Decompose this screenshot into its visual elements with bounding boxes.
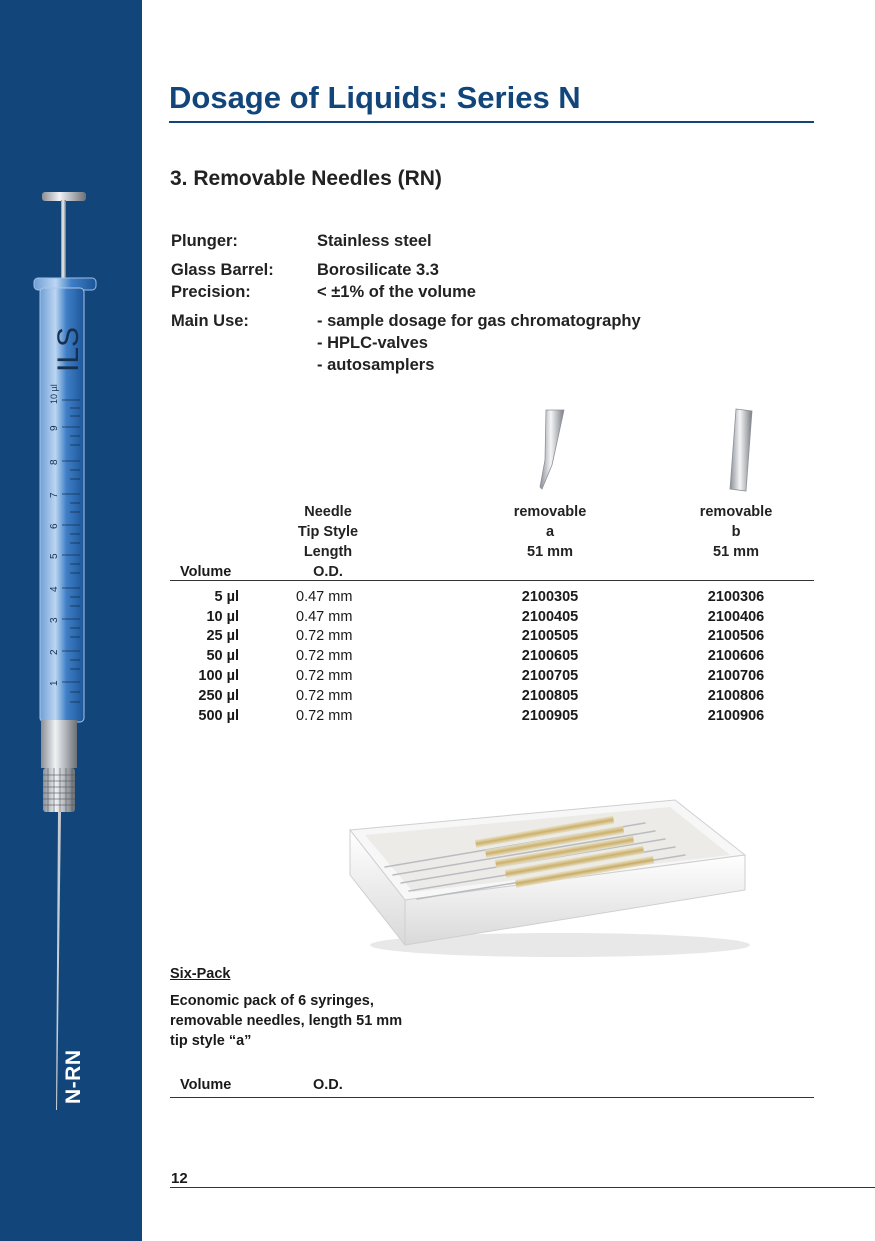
scale-mark-1: 1 (49, 680, 60, 686)
cell-od: 0.72 mm (296, 648, 353, 664)
header-tip-style-line: Tip Style (297, 524, 359, 540)
cell-volume: 25 µl (206, 628, 239, 644)
sixpack-desc-line: Economic pack of 6 syringes, (170, 993, 374, 1009)
cell-part-a: 2100705 (521, 668, 579, 684)
title-divider (169, 121, 814, 123)
header-a-type: removable (513, 504, 587, 520)
cell-od: 0.72 mm (296, 708, 353, 724)
scale-mark-6: 6 (49, 523, 60, 529)
needle-tip-b-image (728, 405, 758, 495)
header-a-tip: a (545, 524, 555, 540)
cell-volume: 500 µl (198, 708, 239, 724)
sixpack-header-od: O.D. (313, 1077, 343, 1093)
header-b-type: removable (699, 504, 773, 520)
cell-od: 0.47 mm (296, 609, 353, 625)
spec-value-precision: < ±1% of the volume (317, 283, 476, 301)
sixpack-header-volume: Volume (180, 1077, 232, 1093)
cell-part-a: 2100305 (521, 589, 579, 605)
spec-label-precision: Precision: (171, 283, 251, 301)
header-od-line: O.D. (313, 564, 343, 580)
spec-label-main-use: Main Use: (171, 312, 249, 330)
header-b-length: 51 mm (713, 544, 759, 560)
sixpack-divider (170, 1097, 814, 1098)
sixpack-description (170, 991, 402, 1051)
header-volume: Volume (180, 564, 232, 580)
scale-mark-5: 5 (49, 553, 60, 559)
table-row (0, 609, 875, 629)
header-removable-b (676, 502, 796, 562)
header-needle-line: Needle (304, 504, 352, 520)
cell-volume: 250 µl (198, 688, 239, 704)
cell-volume: 50 µl (206, 648, 239, 664)
section-heading: 3. Removable Needles (RN) (170, 167, 442, 190)
sixpack-desc-line: removable needles, length 51 mm (170, 1013, 403, 1029)
footer-divider (170, 1187, 875, 1188)
header-removable-a (490, 502, 610, 562)
header-a-length: 51 mm (527, 544, 573, 560)
cell-od: 0.72 mm (296, 688, 353, 704)
spec-value-main-use-1: - sample dosage for gas chromatography (317, 312, 641, 330)
cell-od: 0.72 mm (296, 668, 353, 684)
table-row (0, 688, 875, 708)
spec-label-plunger: Plunger: (171, 232, 238, 250)
cell-part-a: 2100505 (521, 628, 579, 644)
syringe-brand: ILS (52, 326, 85, 372)
sixpack-desc-line: tip style “a” (170, 1033, 252, 1049)
cell-part-b: 2100606 (707, 648, 765, 664)
table-row (0, 648, 875, 668)
sixpack-title: Six-Pack (170, 966, 231, 982)
header-length-line: Length (303, 544, 353, 560)
cell-od: 0.47 mm (296, 589, 353, 605)
cell-od: 0.72 mm (296, 628, 353, 644)
scale-mark-4: 4 (49, 586, 60, 592)
scale-mark-8: 8 (49, 459, 60, 465)
cell-part-a: 2100905 (521, 708, 579, 724)
header-b-tip: b (731, 524, 741, 540)
cell-part-b: 2100306 (707, 589, 765, 605)
cell-volume: 5 µl (214, 589, 239, 605)
scale-mark-7: 7 (49, 492, 60, 498)
spec-value-main-use-2: - HPLC-valves (317, 334, 428, 352)
spec-value-plunger: Stainless steel (317, 232, 432, 250)
cell-part-a: 2100605 (521, 648, 579, 664)
table-row (0, 708, 875, 728)
scale-mark-9: 9 (49, 425, 60, 431)
table-divider (170, 580, 814, 581)
page-number: 12 (171, 1170, 188, 1187)
table-row (0, 589, 875, 609)
cell-part-b: 2100906 (707, 708, 765, 724)
cell-volume: 100 µl (198, 668, 239, 684)
spec-value-main-use-3: - autosamplers (317, 356, 435, 374)
cell-part-b: 2100506 (707, 628, 765, 644)
header-needle-spec (278, 502, 378, 582)
scale-unit: 10 µl (49, 384, 59, 404)
needle-tip-a-image (530, 405, 570, 495)
page-title: Dosage of Liquids: Series N (169, 80, 581, 115)
cell-part-b: 2100406 (707, 609, 765, 625)
six-pack-tray-image (345, 795, 755, 960)
cell-part-a: 2100805 (521, 688, 579, 704)
table-row (0, 628, 875, 648)
cell-volume: 10 µl (206, 609, 239, 625)
cell-part-a: 2100405 (521, 609, 579, 625)
cell-part-b: 2100706 (707, 668, 765, 684)
cell-part-b: 2100806 (707, 688, 765, 704)
spec-label-glass-barrel: Glass Barrel: (171, 261, 274, 279)
table-row (0, 668, 875, 688)
sidebar-section-label: N-RN (62, 1049, 85, 1104)
scale-mark-2: 2 (49, 649, 60, 655)
scale-mark-3: 3 (49, 617, 60, 623)
spec-value-glass-barrel: Borosilicate 3.3 (317, 261, 439, 279)
